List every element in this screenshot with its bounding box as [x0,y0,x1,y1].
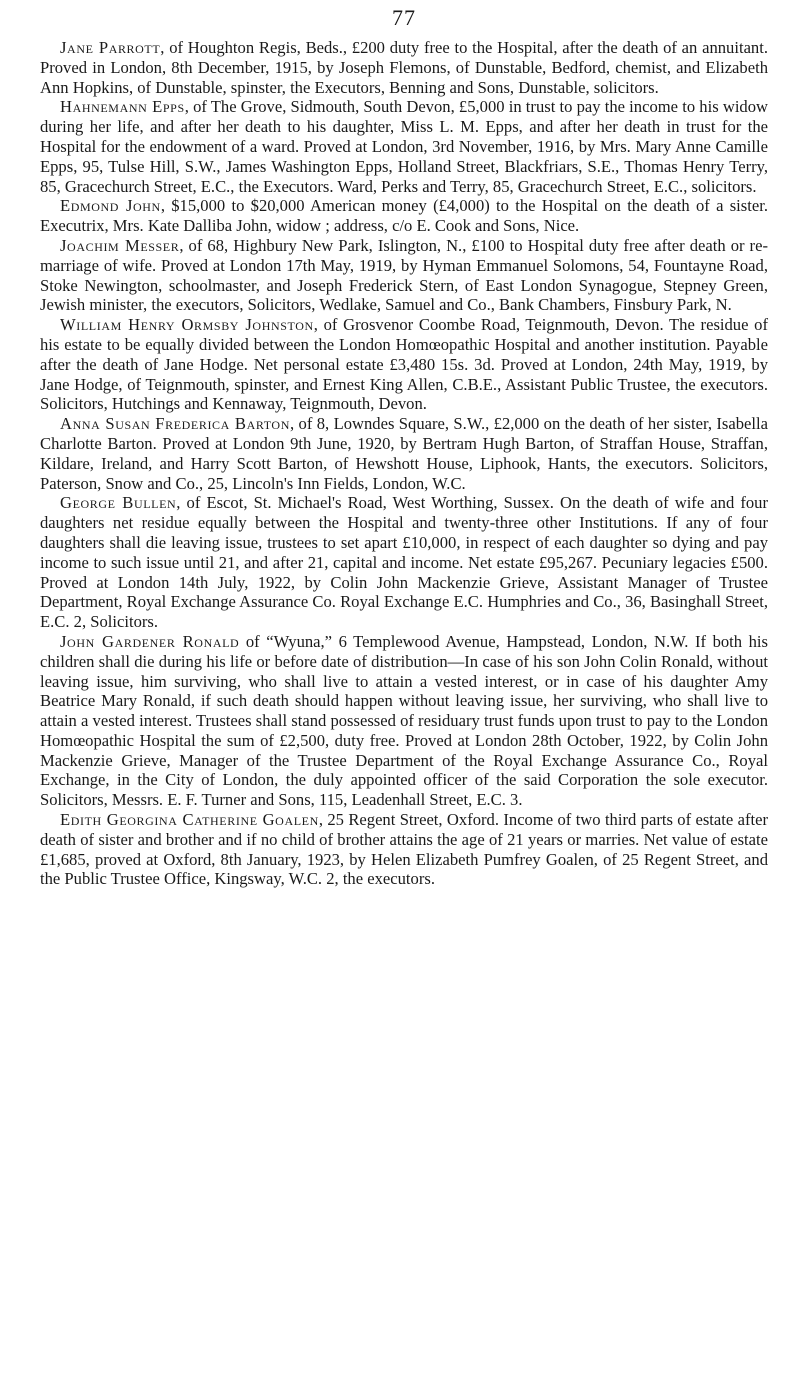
testator-name: Edmond John [60,196,161,216]
bequest-entry [40,493,768,632]
document-page [40,0,768,889]
entry-text: , of Grosvenor Coombe Road, Teignmouth, Devon. The residue of his estate to be equally divided between the London Homœopathic Hospital and another institution. Payable after the death of Jane Hodge. Net personal estate £3,480 15s. 3d. Proved at London, 24th May, 1919, by Jane Hodge, of Teignmouth, spinster, and Ernest King Allen, C.B.E., Assistant Public Trustee, the executors. Solicitors, Hutchings and Kennaway, Teignmouth, Devon. [40,315,768,414]
bequest-entry [40,315,768,414]
bequest-entry [40,632,768,810]
entry-text: , of 68, Highbury New Park, Islington, N., £100 to Hospital duty free after death or re-marriage of wife. Proved at London 17th May, 1919, by Hyman Emmanuel Solomons, 54, Fountayne Road, Stoke Newington, schoolmaster, and Joseph Frederick Stern, of East London Synagogue, Stepney Green, Jewish minister, the executors, Solicitors, Wedlake, Samuel and Co., Bank Chambers, Finsbury Park, N. [40,235,768,315]
bequest-entries [40,38,768,889]
entry-text: , of Houghton Regis, Beds., £200 duty free to the Hospital, after the death of an annuitant. Proved in London, 8th December, 1915, by Joseph Flemons, of Dunstable, Bedford, chemist, and Elizabeth Ann Hopkins, of Dunstable, spinster, the Executors, Benning and Sons, Dunstable, solicitors. [40,38,768,97]
bequest-entry [40,810,768,889]
entry-text: , $15,000 to $20,000 American money (£4,000) to the Hospital on the death of a sister. Executrix, Mrs. Kate Dalliba John, widow ; address, c/o E. Cook and Sons, Nice. [40,196,768,236]
entry-text: , of Escot, St. Michael's Road, West Worthing, Sussex. On the death of wife and four daughters net residue equally between the Hospital and twenty-three other Institutions. If any of four daughters shall die leaving issue, trustees to set apart £10,000, in respect of each daughter so dying and pay income to such issue until 21, and after 21, capital and income. Net estate £95,267. Pecuniary legacies £500. Proved at London 14th July, 1922, by Colin John Mackenzie Grieve, Assistant Manager of Trustee Department, Royal Exchange Assurance Co. Royal Exchange E.C. Humphries and Co., 36, Basinghall Street, E.C. 2, Solicitors. [40,493,768,632]
testator-name: Jane Parrott [60,38,161,57]
testator-name: Edith Georgina Catherine Goalen [60,810,319,830]
testator-name: George Bullen [60,493,177,513]
testator-name: John Gardener Ronald [60,631,240,651]
bequest-entry [40,414,768,493]
testator-name: Joachim Messer [60,235,180,255]
bequest-entry [40,38,768,97]
entry-text: , of 8, Lowndes Square, S.W., £2,000 on the death of her sister, Isabella Charlotte Barton. Proved at London 9th June, 1920, by Bertram Hugh Barton, of Straffan House, Straffan, Kildare, Ireland, and Harry Scott Barton, of Hewshott House, Liphook, Hants, the executors. Solicitors, Paterson, Snow and Co., 25, Lincoln's Inn Fields, London, W.C. [40,414,768,493]
bequest-entry [40,196,768,236]
testator-name: Hahnemann Epps [60,97,185,117]
page-number: 77 [392,5,416,30]
entry-text: of “Wyuna,” 6 Templewood Avenue, Hampstead, London, N.W. If both his children shall die during his life or before date of distribution—In case of his son John Colin Ronald, without leaving issue, him surviving, who shall live to attain a vested interest, or in case of his daughter Amy Beatrice Mary Ronald, if such death should happen without leaving issue, her surviving, who shall live to attain a vested interest. Trustees shall stand possessed of residuary trust funds upon trust to pay to the London Homœopathic Hospital the sum of £2,500, duty free. Proved at London 28th October, 1922, by Colin John Mackenzie Grieve, Manager of the Trustee Department of the Royal Exchange Assurance Co., Royal Exchange, in the City of London, the duly appointed officer of the said Corporation the sole executor. Solicitors, Messrs. E. F. Turner and Sons, 115, Leadenhall Street, E.C. 3. [40,631,768,810]
entry-text: , 25 Regent Street, Oxford. Income of two third parts of estate after death of sister and brother and if no child of brother attains the age of 21 years or marries. Net value of estate £1,685, proved at Oxford, 8th January, 1923, by Helen Elizabeth Pumfrey Goalen, of 25 Regent Street, and the Public Trustee Office, Kingsway, W.C. 2, the executors. [40,810,769,889]
bequest-entry [40,236,768,315]
testator-name: William Henry Ormsby Johnston [60,315,314,335]
bequest-entry [40,97,768,196]
entry-text: , of The Grove, Sidmouth, South Devon, £5,000 in trust to pay the income to his widow during her life, and after her death to his daughter, Miss L. M. Epps, and after her death in trust for the Hospital for the endowment of a ward. Proved at London, 3rd November, 1916, by Mrs. Mary Anne Camille Epps, 95, Tulse Hill, S.W., James Washington Epps, Holland Street, Blackfriars, S.E., Thomas Henry Terry, 85, Gracechurch Street, E.C., the Executors. Ward, Perks and Terry, 85, Gracechurch Street, E.C., solicitors. [40,97,769,196]
testator-name: Anna Susan Frederica Barton [60,414,290,434]
